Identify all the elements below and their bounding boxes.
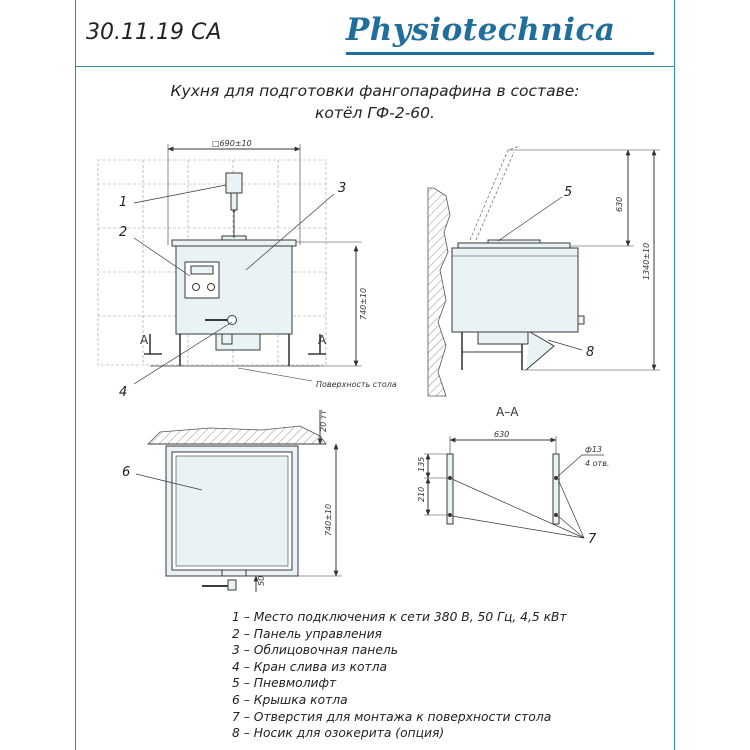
front-width-dimension: □690±10	[212, 139, 252, 148]
legend-item: 7 – Отверстия для монтажа к поверхности стола	[232, 709, 552, 724]
legend-item: 2 – Панель управления	[232, 626, 382, 641]
plan-view	[136, 410, 342, 592]
brand-logo: Physiotechnica	[346, 12, 616, 48]
legend-item: 3 – Облицовочная панель	[232, 643, 399, 658]
section-title: А–А	[496, 405, 519, 419]
legend-item: 5 – Пневмолифт	[232, 676, 337, 691]
drawing-title-line-2: котёл ГФ-2-60.	[315, 104, 435, 122]
hole-diameter: ф13	[585, 445, 603, 454]
drawing-code: 30.11.19 CA	[86, 20, 222, 45]
wall-section	[428, 188, 450, 396]
hole-count: 4 отв.	[585, 459, 610, 468]
plan-top-dimension: 20 тт	[319, 409, 328, 432]
section-view	[424, 436, 604, 538]
callout-6: 6	[122, 465, 131, 480]
section-mark-right: А	[318, 333, 327, 347]
side-total-dimension: 1340±10	[642, 242, 651, 280]
section-width-dimension: 630	[494, 430, 510, 439]
section-mark-left: А	[140, 333, 149, 347]
plan-depth-dimension: 740±10	[324, 503, 333, 536]
legend-item: 4 – Кран слива из котла	[232, 659, 388, 674]
legend-item: 6 – Крышка котла	[232, 692, 348, 707]
parts-legend	[232, 609, 567, 742]
plan-bottom-dimension: 50	[257, 575, 266, 586]
section-dim-210: 210	[417, 486, 426, 502]
side-view	[428, 146, 660, 396]
front-height-dimension: 740±10	[359, 287, 368, 320]
table-surface-label: Поверхность стола	[316, 380, 397, 389]
callout-5: 5	[564, 185, 573, 200]
callout-8: 8	[586, 345, 595, 360]
side-top-dimension: 630	[615, 196, 624, 212]
front-view	[98, 144, 362, 384]
legend-item: 8 – Носик для озокерита (опция)	[232, 726, 445, 741]
drawing-title-line-1: Кухня для подготовки фангопарафина в составе:	[170, 82, 580, 100]
legend-item: 1 – Место подключения к сети 380 В, 50 Гц, 4,5 кВт	[232, 610, 567, 624]
callout-7: 7	[588, 532, 597, 547]
section-dim-135: 135	[417, 456, 426, 472]
callout-2: 2	[119, 225, 128, 240]
callout-4: 4	[119, 385, 128, 400]
callout-1: 1	[119, 195, 128, 210]
callout-3: 3	[338, 181, 347, 196]
